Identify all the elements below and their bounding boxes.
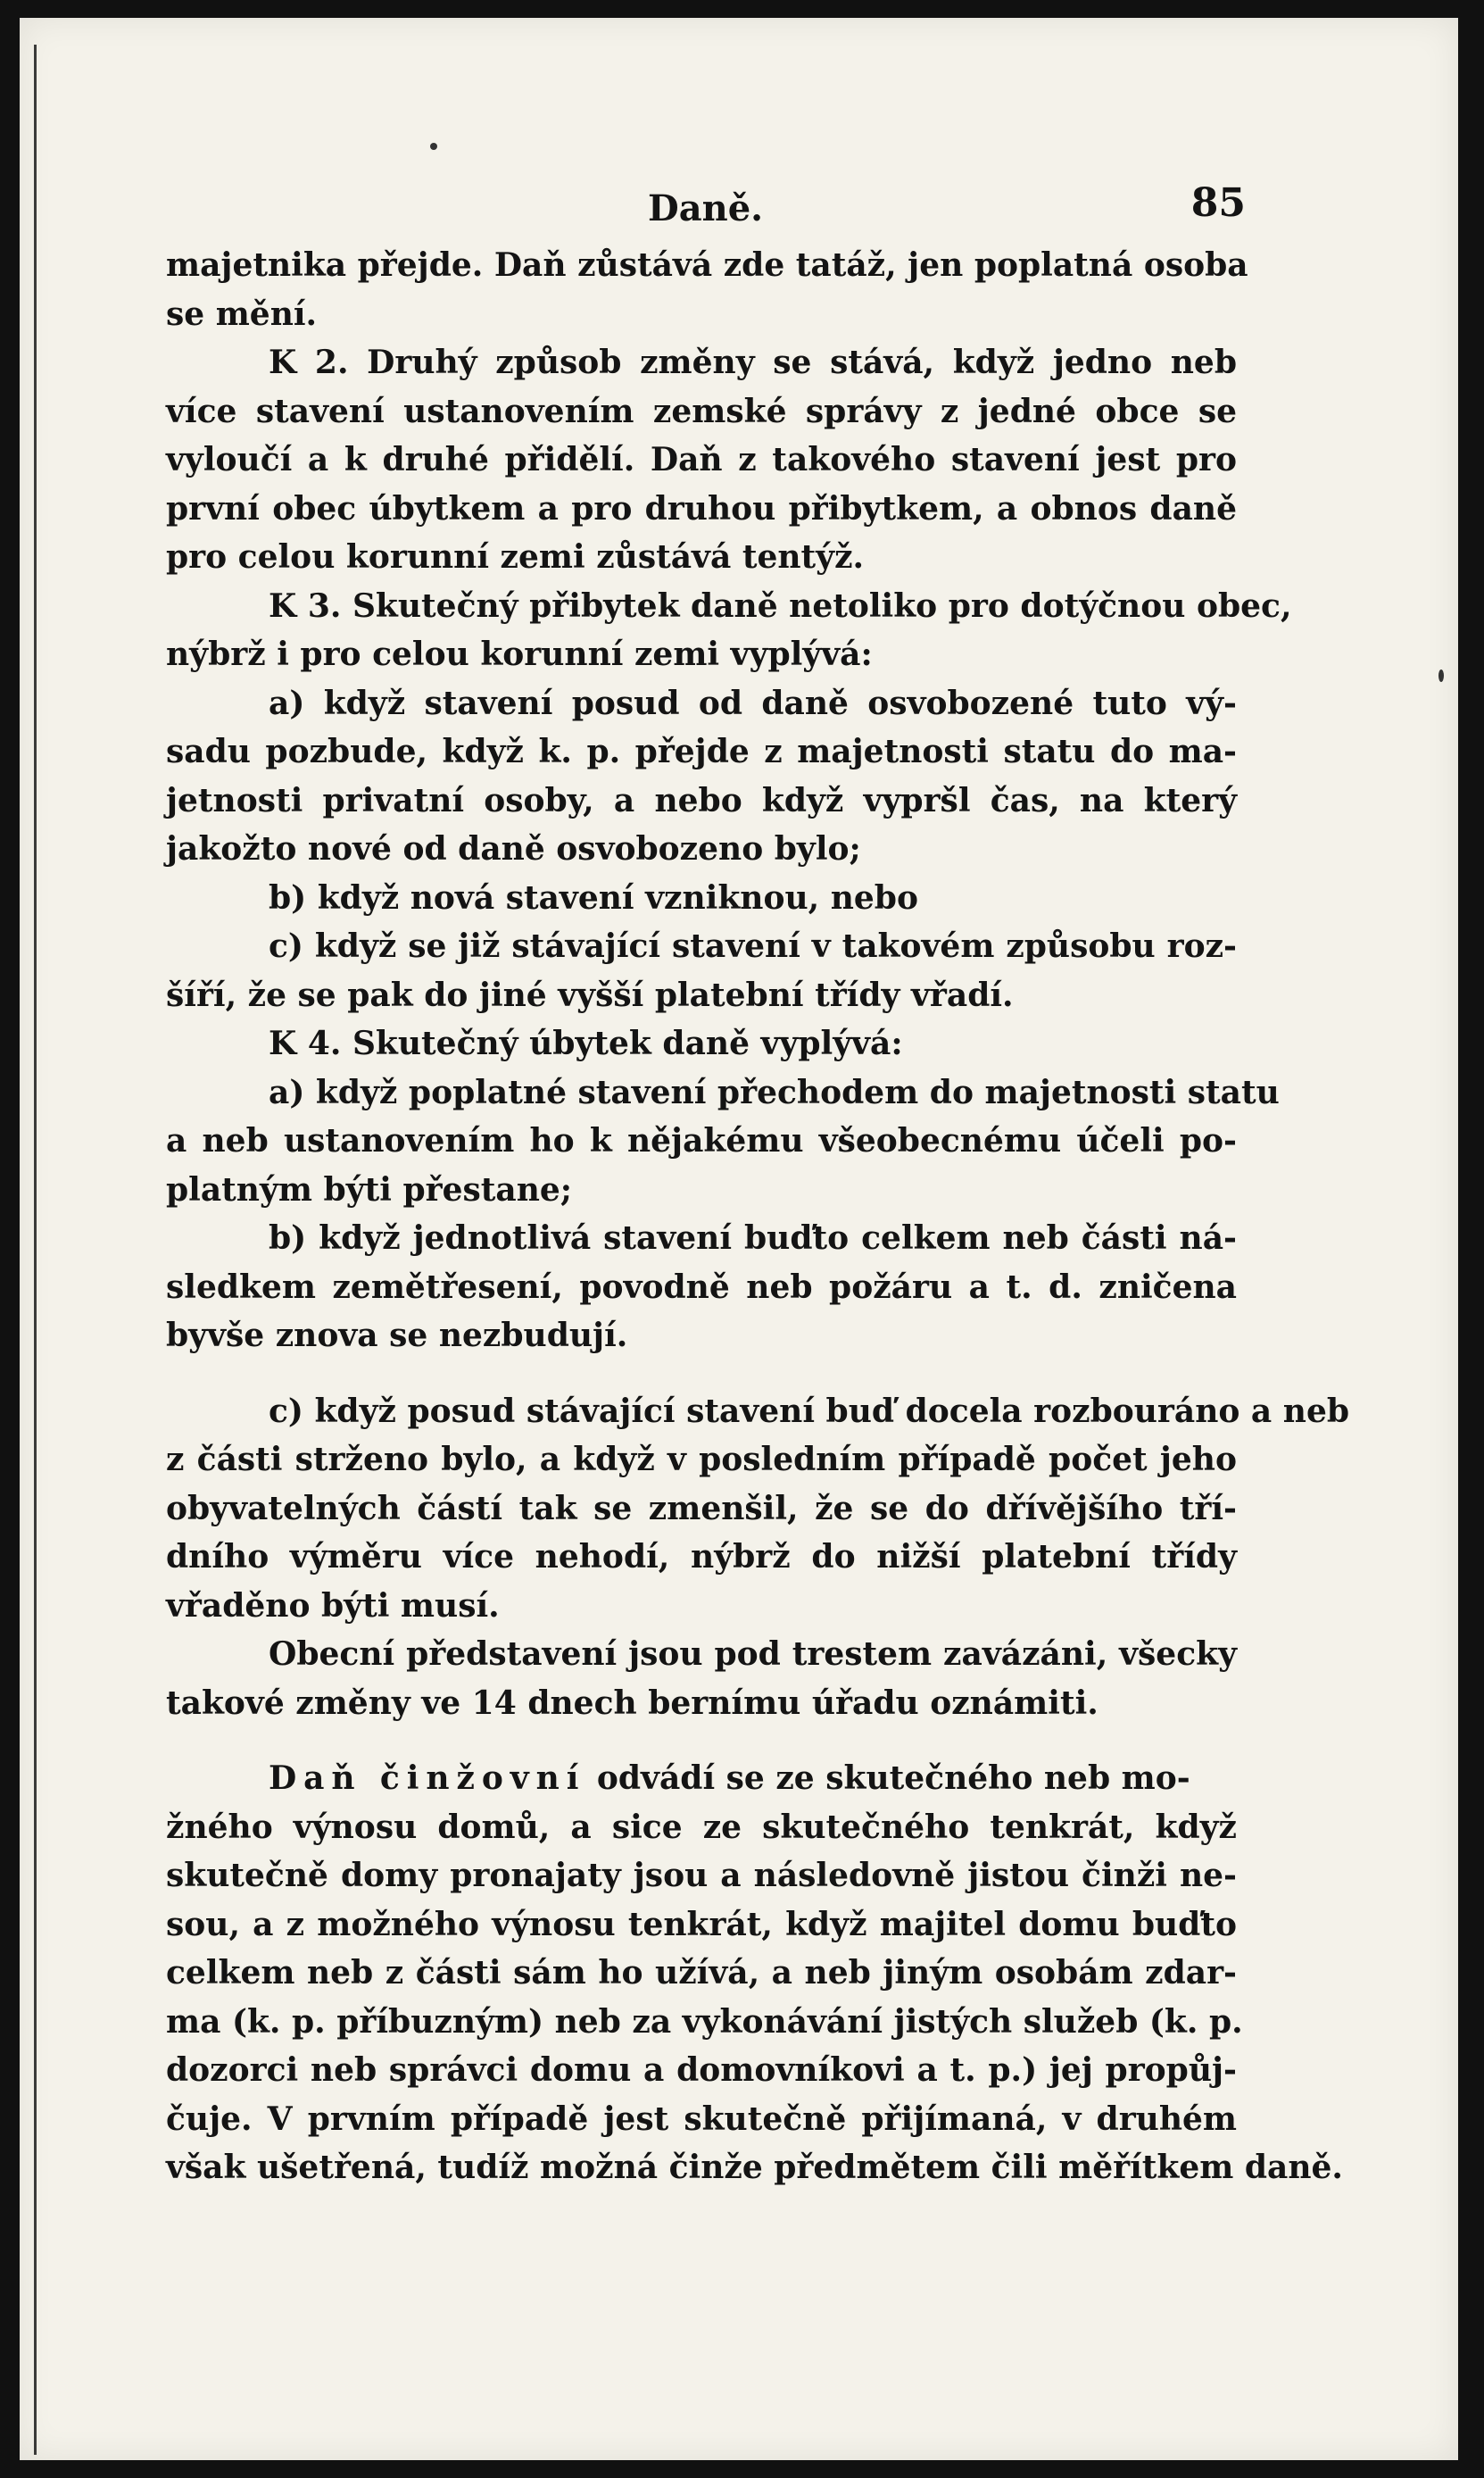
section-heading: Daň činžovní (269, 1759, 586, 1797)
ink-speck (430, 143, 437, 150)
text-line: Obecní představení jsou pod trestem zavázáni, všecky (269, 1635, 1237, 1673)
text-line: a) když poplatné stavení přechodem do majetnosti statu (269, 1073, 1280, 1111)
text-line: vřaděno býti musí. (166, 1586, 500, 1625)
text-line: platným býti přestane; (166, 1170, 573, 1209)
page-number: 85 (1190, 180, 1246, 226)
text-line: K 3. Skutečný přibytek daně netoliko pro dotýčnou obec, (269, 586, 1292, 625)
text-line (166, 1754, 1237, 1803)
text-line: se mění. (166, 295, 318, 333)
text-line-continuation: odvádí se ze skutečného neb mo- (596, 1759, 1190, 1797)
text-line: však ušetřená, tudíž možná činže předmětem čili měřítkem daně. (166, 2149, 1343, 2186)
text-line: jetnosti privatní osoby, a nebo když vypršl čas, na který (166, 781, 1237, 819)
text-line: a) když stavení posud od daně osvobozené tuto vý- (269, 684, 1237, 722)
text-line: K 4. Skutečný úbytek daně vyplývá: (269, 1025, 903, 1062)
text-line: první obec úbytkem a pro druhou přibytkem, a obnos daně (166, 489, 1237, 528)
page-edge-shadow (34, 45, 37, 2455)
text-line: b) když jednotlivá stavení buďto celkem neb části ná- (269, 1219, 1237, 1257)
text-line: vyloučí a k druhé přidělí. Daň z takového stavení jest pro (166, 441, 1237, 478)
text-line: ma (k. p. příbuzným) neb za vykonávání jistých služeb (k. p. (166, 2002, 1243, 2041)
text-line: byvše znova se nezbudují. (166, 1317, 628, 1354)
text-line: z části strženo bylo, a když v posledním případě počet jeho (166, 1441, 1237, 1478)
text-line: sledkem zemětřesení, povodně neb požáru a t. d. zničena (166, 1268, 1237, 1306)
text-line: více stavení ustanovením zemské správy z jedné obce se (166, 392, 1237, 430)
text-line: dozorci neb správci domu a domovníkovi a t. p.) jej propůj- (166, 2051, 1237, 2089)
text-line: jakožto nové od daně osvobozeno bylo; (166, 830, 861, 868)
text-line: a neb ustanovením ho k nějakému všeobecnému účeli po- (166, 1122, 1237, 1160)
text-line: šíří, že se pak do jiné vyšší platební třídy vřadí. (166, 976, 1014, 1014)
text-line: sou, a z možného výnosu tenkrát, když majitel domu buďto (166, 1905, 1237, 1943)
text-line: majetnika přejde. Daň zůstává zde tatáž, jen poplatná osoba (166, 246, 1248, 284)
text-line: čuje. V prvním případě jest skutečně přijímaná, v druhém (166, 2100, 1237, 2138)
text-line: c) když se již stávající stavení v takovém způsobu roz- (269, 927, 1237, 965)
text-line: celkem neb z části sám ho užívá, a neb jiným osobám zdar- (166, 1954, 1237, 1992)
ink-speck (1438, 669, 1444, 682)
text-line: b) když nová stavení vzniknou, nebo (269, 878, 918, 917)
text-line: žného výnosu domů, a sice ze skutečného tenkrát, když (166, 1808, 1237, 1846)
paragraph-gap (166, 1360, 1237, 1387)
text-line: skutečně domy pronajaty jsou a následovně jistou činži ne- (166, 1857, 1237, 1894)
page-header (166, 170, 1246, 241)
text-line: K 2. Druhý způsob změny se stává, když jedno neb (269, 344, 1237, 381)
text-line: takové změny ve 14 dnech bernímu úřadu oznámiti. (166, 1684, 1098, 1722)
running-title: Daně. (648, 187, 764, 229)
text-line: c) když posud stávající stavení buď docela rozbouráno a neb (269, 1392, 1350, 1430)
text-line: nýbrž i pro celou korunní zemi vyplývá: (166, 636, 873, 673)
text-line: dního výměru více nehodí, nýbrž do nižší platební třídy (166, 1538, 1237, 1576)
paragraph-gap (166, 1727, 1237, 1754)
text-line: sadu pozbude, když k. p. přejde z majetnosti statu do ma- (166, 733, 1237, 770)
page-content (166, 170, 1350, 2192)
text-line: pro celou korunní zemi zůstává tentýž. (166, 538, 865, 576)
text-line: obyvatelných částí tak se zmenšil, že se do dřívějšího tří- (166, 1489, 1237, 1527)
